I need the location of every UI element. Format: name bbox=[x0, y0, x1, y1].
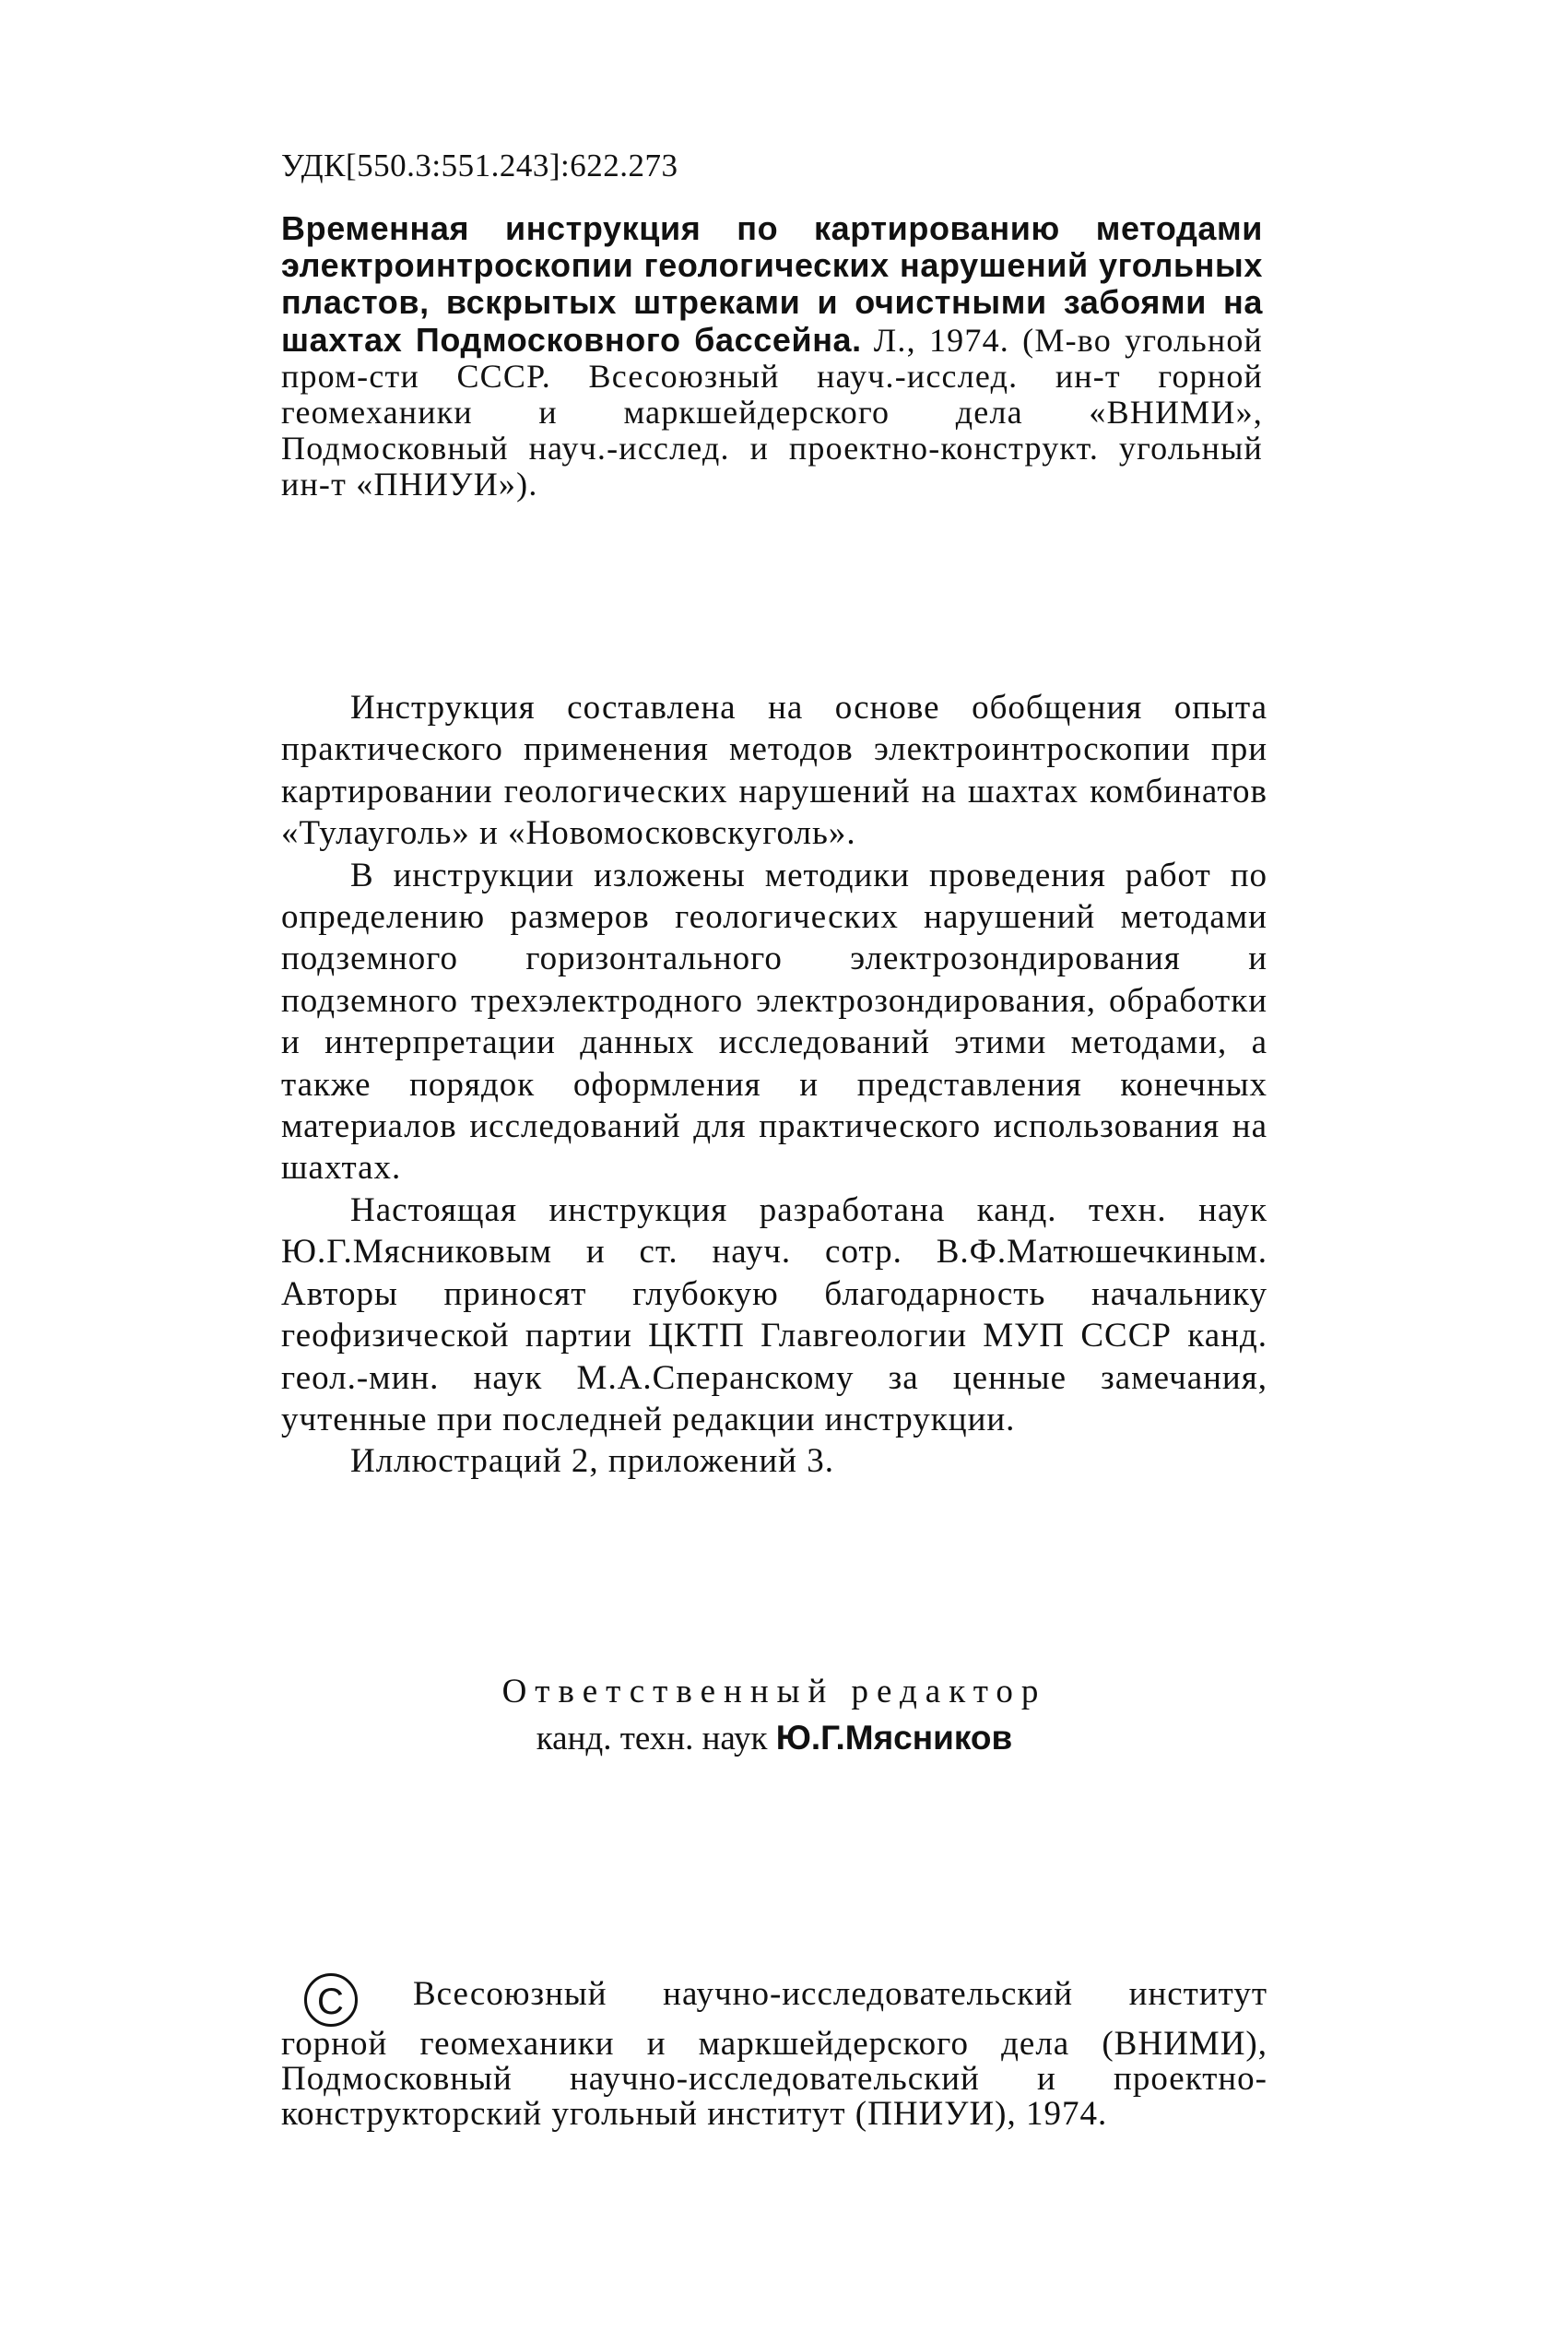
document-title: Временная инструкция по картированию методами электроинтроскопии геологических нарушений угольных пластов, вскрытых штреками и очистными забоями на шахтах Подмосковного бассейна. bbox=[281, 209, 1263, 359]
editor-degree: канд. техн. наук bbox=[536, 1720, 768, 1757]
udc-code: УДК[550.3:551.243]:622.273 bbox=[281, 148, 678, 183]
abstract-paragraph: Инструкция составлена на основе обобщения опыта практического применения методов электроинтроскопии при картировании геологических нарушений на шахтах комбинатов «Тулауголь» и «Новомосковскуголь». bbox=[281, 689, 1267, 853]
editor-credit bbox=[281, 1715, 1267, 1762]
illustration-count: Иллюстраций 2, приложений 3. bbox=[350, 1442, 834, 1481]
publication-info: Л., 1974. (М-во угольной пром-сти СССР. Всесоюзный науч.-исслед. ин-т горной геомеханики и маркшейдерского дела «ВНИМИ», Подмосковный науч.-исслед. и проектно-конструкт. угольный ин-т «ПНИУИ»). bbox=[281, 321, 1264, 503]
copyright-notice bbox=[281, 1973, 1267, 2132]
editor-name: Ю.Г.Мясников bbox=[775, 1719, 1013, 1757]
responsible-editor bbox=[281, 1669, 1267, 1762]
copyright-icon: С bbox=[304, 1973, 358, 2027]
abstract bbox=[281, 687, 1267, 1483]
copyright-text: Всесоюзный научно-исследовательский институт горной геомеханики и маркшейдерского дела (ВНИМИ), Подмосковный научно-исследовательский и проектно-конструкторский угольный институт (ПНИУИ), 1974. bbox=[281, 1975, 1267, 2133]
editor-role: Ответственный редактор bbox=[501, 1673, 1047, 1710]
abstract-paragraph: В инструкции изложены методики проведения работ по определению размеров геологических нарушений методами подземного горизонтального электрозондирования и подземного трехэлектродного электрозондирования, обработки и интерпретации данных исследований этими методами, а также порядок оформления и представления конечных материалов исследований для практического использования на шахтах. bbox=[281, 856, 1267, 1188]
abstract-paragraph: Настоящая инструкция разработана канд. техн. наук Ю.Г.Мясниковым и ст. науч. сотр. В.Ф.Матюшечкиным. Авторы приносят глубокую благодарность начальнику геофизической партии ЦКТП Главгеологии МУП СССР канд. геол.-мин. наук М.А.Сперанскому за ценные замечания, учтенные при последней редакции инструкции. bbox=[281, 1190, 1267, 1438]
bibliographic-record bbox=[281, 210, 1263, 503]
